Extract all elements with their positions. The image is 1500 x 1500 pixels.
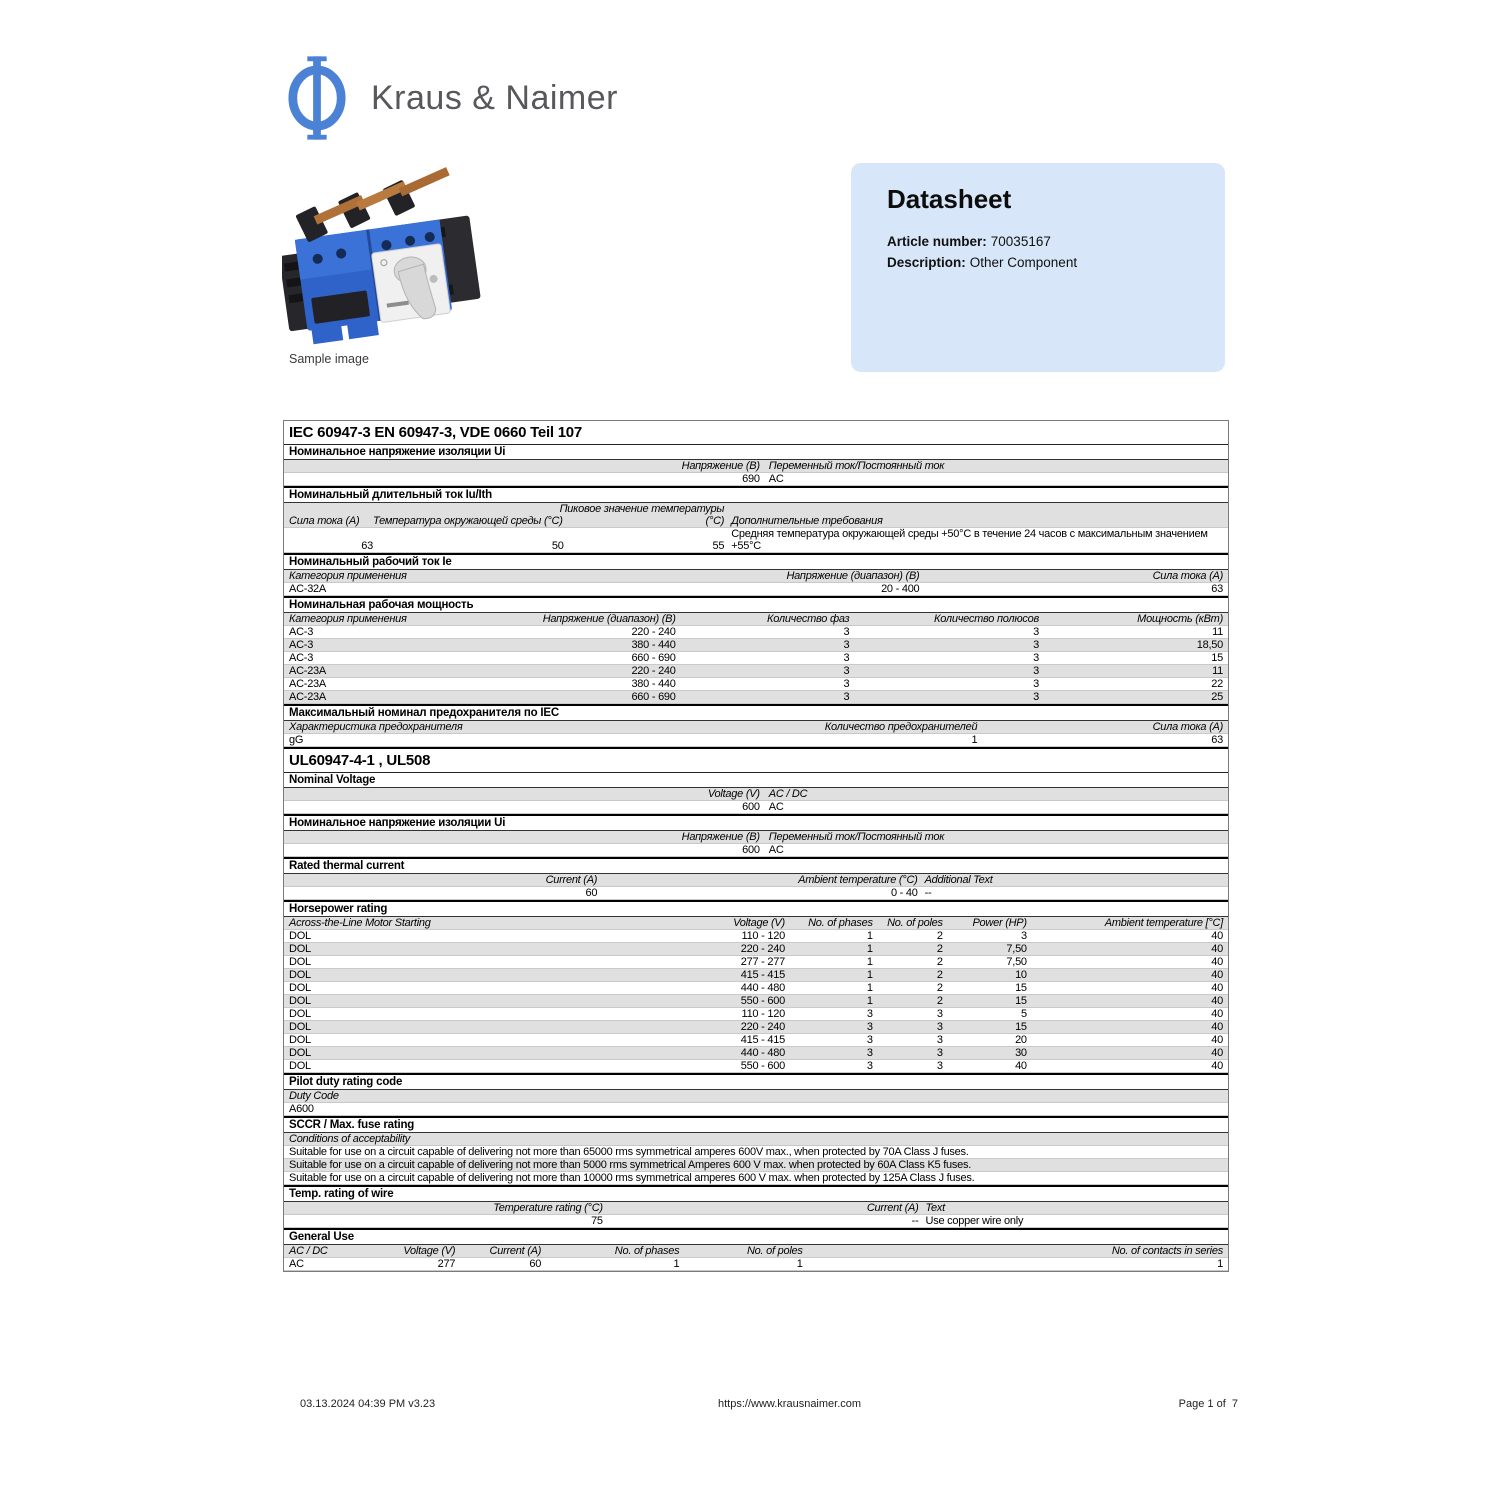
- table-row: [284, 1159, 1228, 1172]
- cell: 1: [866, 982, 873, 994]
- col-header: Сила тока (А): [289, 515, 360, 527]
- col-header: Text: [925, 1202, 945, 1214]
- table-row: [284, 528, 1228, 553]
- cell: DOL: [289, 1021, 311, 1033]
- cell: 7,50: [1006, 943, 1027, 955]
- cell: Use copper wire only: [925, 1215, 1024, 1227]
- cell: DOL: [289, 956, 311, 968]
- footer-url: https://www.krausnaimer.com: [718, 1398, 862, 1410]
- operational-power-rows: [284, 626, 1228, 704]
- cell: 20: [1015, 1034, 1027, 1046]
- table-row: [284, 1060, 1228, 1073]
- table-row: [284, 1146, 1228, 1159]
- cell: 380 - 440: [631, 639, 676, 651]
- cell: 40: [1211, 943, 1223, 955]
- column-header-row: [284, 613, 1228, 626]
- cell: 15: [1015, 1021, 1027, 1033]
- col-header: Current (A): [866, 1202, 919, 1214]
- cell: 3: [936, 1034, 943, 1046]
- col-header: Мощность (кВт): [1137, 613, 1223, 625]
- cell: AC: [768, 473, 784, 485]
- cell: AC: [289, 1258, 304, 1270]
- operational-current-rows: [284, 583, 1228, 596]
- table-row: [284, 930, 1228, 943]
- cell: 3: [843, 665, 850, 677]
- table-row: [284, 1258, 1228, 1271]
- table-row: [284, 678, 1228, 691]
- table-row: [284, 734, 1228, 747]
- cell: 3: [843, 691, 850, 703]
- cell: AC-32A: [289, 583, 327, 595]
- col-header: Power (HP): [972, 917, 1027, 929]
- col-header: AC / DC: [768, 788, 808, 800]
- table-row: [284, 1103, 1228, 1116]
- cell: 3: [843, 639, 850, 651]
- cell: 18,50: [1196, 639, 1223, 651]
- table-row: [284, 665, 1228, 678]
- col-header: Voltage (V): [733, 917, 785, 929]
- heading-iec-operational-current: Номинальный рабочий ток Ie: [284, 553, 1228, 570]
- table-row: [284, 1215, 1228, 1228]
- cell: 600: [742, 844, 760, 856]
- cell: 2: [936, 930, 943, 942]
- heading-ul-sccr: SCCR / Max. fuse rating: [284, 1116, 1228, 1133]
- cell: 3: [1020, 930, 1027, 942]
- column-header-row: [284, 570, 1228, 583]
- table-row: [284, 626, 1228, 639]
- cell: 690: [742, 473, 760, 485]
- table-row: [284, 691, 1228, 704]
- section-title-ul: UL60947-4-1 , UL508: [284, 747, 1228, 773]
- col-header: Напряжение (диапазон) (В): [542, 613, 676, 625]
- cell: 220 - 240: [740, 943, 785, 955]
- heading-ul-insulation: Номинальное напряжение изоляции Ui: [284, 814, 1228, 831]
- column-header-row: [284, 1133, 1228, 1146]
- cell: 3: [936, 1060, 943, 1072]
- cell: 40: [1211, 982, 1223, 994]
- card-title: Datasheet: [887, 184, 1012, 214]
- heading-ul-general: General Use: [284, 1228, 1228, 1245]
- table-row: [284, 943, 1228, 956]
- col-header: Current (A): [545, 874, 598, 886]
- cell: --: [911, 1215, 919, 1227]
- cell: AC-23A: [289, 678, 327, 690]
- cell: 3: [843, 652, 850, 664]
- sccr-rows: [284, 1146, 1228, 1185]
- cell: 50: [551, 540, 564, 552]
- cell: 1: [866, 956, 873, 968]
- cell: DOL: [289, 1060, 311, 1072]
- cell: A600: [289, 1103, 314, 1115]
- table-row: [284, 995, 1228, 1008]
- heading-iec-continuous: Номинальный длительный ток Iu/Ith: [284, 486, 1228, 503]
- table-row: [284, 1021, 1228, 1034]
- cell: [724, 528, 1223, 552]
- cell: AC: [768, 844, 784, 856]
- col-header: Сила тока (А): [1152, 721, 1223, 733]
- heading-iec-fuse: Максимальный номинал предохранителя по IEC: [284, 704, 1228, 721]
- general-use-rows: [284, 1258, 1228, 1271]
- column-header-row: [284, 831, 1228, 844]
- col-header: Количество фаз: [767, 613, 850, 625]
- cell: 110 - 120: [741, 1008, 785, 1020]
- col-header: No. of poles: [746, 1245, 803, 1257]
- col-header: No. of contacts in series: [1111, 1245, 1223, 1257]
- cell: 3: [1033, 665, 1039, 677]
- cell: DOL: [289, 1008, 311, 1020]
- cell: gG: [289, 734, 304, 746]
- article-number-value: 70035167: [990, 234, 1051, 249]
- section-title-iec: IEC 60947-3 EN 60947-3, VDE 0660 Teil 107: [284, 421, 1228, 445]
- cell: 1: [866, 995, 873, 1007]
- cell: 415 - 415: [740, 969, 785, 981]
- cell: 660 - 690: [631, 652, 676, 664]
- col-header: Характеристика предохранителя: [289, 721, 463, 733]
- col-header: Напряжение (диапазон) (В): [786, 570, 920, 582]
- datasheet-info-card: [851, 163, 1225, 372]
- heading-ul-pilot: Pilot duty rating code: [284, 1073, 1228, 1090]
- cell: 40: [1211, 1060, 1223, 1072]
- table-row: [284, 652, 1228, 665]
- table-row: [284, 969, 1228, 982]
- cell: DOL: [289, 1034, 311, 1046]
- footer-page-number: Page 1 of 7: [1178, 1398, 1238, 1410]
- cell: AC-3: [289, 639, 314, 651]
- cell: 0 - 40: [890, 887, 918, 899]
- col-header: Additional Text: [924, 874, 993, 886]
- cell: AC-23A: [289, 665, 327, 677]
- cell: 40: [1211, 1047, 1223, 1059]
- col-header: Количество предохранителей: [824, 721, 978, 733]
- cell: 3: [1033, 652, 1039, 664]
- cell: 11: [1212, 626, 1223, 638]
- column-header-row: [284, 721, 1228, 734]
- cell: 40: [1211, 930, 1223, 942]
- col-header: Voltage (V): [707, 788, 760, 800]
- table-row: [284, 1034, 1228, 1047]
- table-row: [284, 982, 1228, 995]
- cell: 5: [1020, 1008, 1027, 1020]
- cell: AC-23A: [289, 691, 327, 703]
- cell: 3: [866, 1021, 873, 1033]
- cell: 1: [866, 930, 873, 942]
- col-header: No. of poles: [887, 917, 943, 929]
- description-line: [887, 252, 1189, 273]
- cell: 30: [1015, 1047, 1027, 1059]
- cell: DOL: [289, 930, 311, 942]
- cell: 1: [796, 1258, 803, 1270]
- col-header: Переменный ток/Постоянный ток: [768, 460, 945, 472]
- col-header: (°С): [705, 515, 725, 527]
- cell: 220 - 240: [631, 665, 676, 677]
- col-header: Voltage (V): [403, 1245, 456, 1257]
- cell: 3: [866, 1047, 873, 1059]
- table-row: [284, 1047, 1228, 1060]
- brand-logo: [287, 55, 618, 141]
- col-header: Duty Code: [289, 1090, 339, 1102]
- cell: 40: [1211, 995, 1223, 1007]
- cell: 1: [866, 943, 873, 955]
- cell: 25: [1211, 691, 1223, 703]
- article-number-line: [887, 231, 1189, 252]
- cell: AC-3: [289, 626, 314, 638]
- cell: 11: [1212, 665, 1223, 677]
- cell: 440 - 480: [740, 982, 785, 994]
- cell: 3: [936, 1008, 943, 1020]
- cell: 40: [1211, 969, 1223, 981]
- col-header: Категория применения: [289, 613, 407, 625]
- col-header: Current (A): [489, 1245, 542, 1257]
- table-row: [284, 956, 1228, 969]
- cell: 15: [1211, 652, 1223, 664]
- brand-name: Kraus & Naimer: [371, 78, 618, 117]
- cell: 277 - 277: [740, 956, 785, 968]
- cell: 3: [1033, 639, 1039, 651]
- column-header-row: [284, 917, 1228, 930]
- cell: 660 - 690: [631, 691, 676, 703]
- cell: 3: [866, 1034, 873, 1046]
- table-row: [284, 844, 1228, 857]
- cell: 415 - 415: [740, 1034, 785, 1046]
- cell: 2: [936, 995, 943, 1007]
- cell: 220 - 240: [631, 626, 676, 638]
- heading-ul-nominal-voltage: Nominal Voltage: [284, 773, 1228, 788]
- cell: DOL: [289, 943, 311, 955]
- fuse-rows: [284, 734, 1228, 747]
- cell: 3: [843, 626, 850, 638]
- cell: 2: [936, 956, 943, 968]
- table-row: [284, 473, 1228, 486]
- heading-iec-insulation: Номинальное напряжение изоляции Ui: [284, 445, 1228, 460]
- col-header: Across-the-Line Motor Starting: [289, 917, 431, 929]
- table-row: [284, 801, 1228, 814]
- cell: 110 - 120: [741, 930, 785, 942]
- column-header-row: [284, 788, 1228, 801]
- cell: 55: [712, 540, 725, 552]
- cell: AC: [768, 801, 784, 813]
- cell: 7,50: [1006, 956, 1027, 968]
- cell: DOL: [289, 982, 311, 994]
- cell: 75: [591, 1215, 603, 1227]
- cell: 3: [936, 1047, 943, 1059]
- col-header: Температура окружающей среды (°С): [373, 515, 563, 527]
- cell: 15: [1015, 995, 1027, 1007]
- cell: --: [924, 887, 932, 899]
- col-header: Количество полюсов: [934, 613, 1039, 625]
- description-value: Other Component: [969, 255, 1078, 270]
- col-header: Сила тока (А): [1152, 570, 1223, 582]
- cell: 3: [843, 678, 850, 690]
- cell: 10: [1015, 969, 1027, 981]
- cell: 2: [936, 982, 943, 994]
- cell: 1: [866, 969, 873, 981]
- table-row: [284, 639, 1228, 652]
- heading-iec-operational-power: Номинальная рабочая мощность: [284, 596, 1228, 613]
- col-header: Категория применения: [289, 570, 407, 582]
- col-header: No. of phases: [808, 917, 873, 929]
- requirement-line: Средняя температура окружающей среды +50°С в течение 24 часов с максимальным значением: [731, 528, 1208, 540]
- cell: 40: [1211, 1034, 1223, 1046]
- cell: 63: [1211, 583, 1223, 595]
- cell: 277: [437, 1258, 456, 1270]
- column-header-row: [284, 503, 1228, 528]
- phi-logo-icon: [287, 55, 347, 141]
- col-header: Напряжение (В): [681, 460, 760, 472]
- cell: 60: [585, 887, 598, 899]
- spec-table: [283, 420, 1229, 1272]
- cell: 380 - 440: [631, 678, 676, 690]
- column-header-row: [284, 1090, 1228, 1103]
- col-header: No. of phases: [614, 1245, 680, 1257]
- cell: 40: [1211, 1021, 1223, 1033]
- pilot-rows: [284, 1103, 1228, 1116]
- cell: 1: [1217, 1258, 1223, 1270]
- cell: 3: [936, 1021, 943, 1033]
- cell: 1: [971, 734, 978, 746]
- cell: 3: [866, 1060, 873, 1072]
- cell: AC-3: [289, 652, 314, 664]
- table-row: [284, 887, 1228, 900]
- table-row: [284, 583, 1228, 596]
- cell: Suitable for use on a circuit capable of delivering not more than 10000 rms symmetrical amperes 600 V max. when protected by 125A Class J fuses.: [289, 1172, 975, 1184]
- cell: 22: [1211, 678, 1223, 690]
- sample-image-caption: Sample image: [289, 352, 369, 366]
- cell: DOL: [289, 969, 311, 981]
- col-header: Temperature rating (°C): [493, 1202, 603, 1214]
- col-header: Пиковое значение температуры: [559, 503, 725, 515]
- requirement-line: +55°С: [731, 540, 761, 552]
- cell: 60: [529, 1258, 542, 1270]
- product-photo: [282, 166, 487, 346]
- cell: Suitable for use on a circuit capable of delivering not more than 5000 rms symmetrical Amperes 600 V max. when protected by 60A Class K5 fuses.: [289, 1159, 972, 1171]
- description-label: Description:: [887, 255, 966, 270]
- column-header-row: [284, 1245, 1228, 1258]
- cell: 1: [673, 1258, 680, 1270]
- column-header-row: [284, 874, 1228, 887]
- cell: 20 - 400: [881, 583, 920, 595]
- col-header: Переменный ток/Постоянный ток: [768, 831, 945, 843]
- cell: 2: [936, 943, 943, 955]
- table-row: [284, 1172, 1228, 1185]
- cell: 3: [1033, 678, 1039, 690]
- horsepower-rows: [284, 930, 1228, 1073]
- cell: 220 - 240: [740, 1021, 785, 1033]
- col-header: Conditions of acceptability: [289, 1133, 411, 1145]
- column-header-row: [284, 1202, 1228, 1215]
- cell: DOL: [289, 995, 311, 1007]
- cell: 2: [936, 969, 943, 981]
- cell: 440 - 480: [740, 1047, 785, 1059]
- heading-ul-horsepower: Horsepower rating: [284, 900, 1228, 917]
- cell: 63: [1211, 734, 1223, 746]
- cell: 40: [1015, 1060, 1027, 1072]
- cell: 3: [1033, 626, 1039, 638]
- cell: 40: [1211, 1008, 1223, 1020]
- column-header-row: [284, 460, 1228, 473]
- cell: 3: [1033, 691, 1039, 703]
- article-number-label: Article number:: [887, 234, 987, 249]
- cell: 40: [1211, 956, 1223, 968]
- heading-ul-wire: Temp. rating of wire: [284, 1185, 1228, 1202]
- cell: 550 - 600: [740, 1060, 785, 1072]
- col-header: Напряжение (В): [681, 831, 760, 843]
- col-header: AC / DC: [289, 1245, 328, 1257]
- cell: 3: [866, 1008, 873, 1020]
- cell: 63: [361, 540, 374, 552]
- cell: 550 - 600: [740, 995, 785, 1007]
- footer-timestamp: 03.13.2024 04:39 PM v3.23: [300, 1398, 436, 1410]
- col-header: Ambient temperature [°C]: [1104, 917, 1223, 929]
- cell: DOL: [289, 1047, 311, 1059]
- cell: 600: [742, 801, 760, 813]
- col-header: Дополнительные требования: [731, 515, 883, 527]
- heading-ul-thermal: Rated thermal current: [284, 857, 1228, 874]
- col-header: Ambient temperature (°C): [798, 874, 918, 886]
- cell: 15: [1015, 982, 1027, 994]
- cell: Suitable for use on a circuit capable of delivering not more than 65000 rms symmetrical amperes 600V max., when protected by 70A Class J fuses.: [289, 1146, 969, 1158]
- table-row: [284, 1008, 1228, 1021]
